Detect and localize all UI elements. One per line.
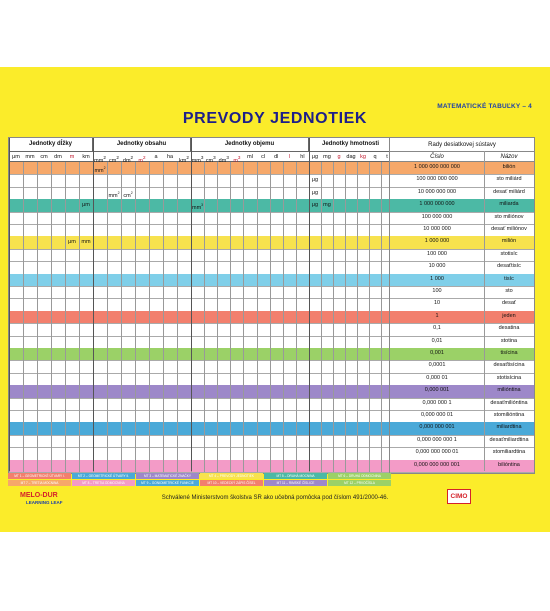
decimal-name: desaťmilióntina [490, 399, 528, 406]
legend-item: MT 1 – GEOMETRICKÉ ÚTVARY I. [8, 473, 71, 479]
decimal-row [390, 447, 534, 459]
decimal-number: 1 000 000 [424, 238, 450, 245]
column-divider [65, 162, 66, 472]
unit-header: μg [309, 151, 321, 162]
column-divider [217, 162, 218, 472]
group-header: Jednotky dĺžky [9, 138, 93, 151]
unit-header: dm [51, 151, 65, 162]
decimal-row [390, 162, 534, 174]
decimal-number: 0,000 000 01 [420, 412, 454, 418]
decimal-name: miliarda [499, 201, 519, 208]
decimal-name: tisícina [500, 350, 518, 356]
decimal-row [390, 261, 534, 273]
unit-header: dag [345, 151, 357, 162]
decimal-name: stotina [500, 337, 518, 344]
unit-header: $m^3$ [230, 151, 243, 162]
approval-text: Schválené Ministerstvom školstva SR ako učebná pomôcka pod číslom 491/2000-46. [161, 495, 389, 501]
unit-header: km [79, 151, 93, 162]
column-divider [23, 162, 24, 472]
unit-header: $m^2$ [135, 151, 149, 162]
decimal-name: stotisíc [500, 250, 518, 257]
decimal-number: 1 000 000 000 000 [414, 164, 460, 170]
decimal-row [390, 348, 534, 360]
group-divider [191, 138, 192, 471]
unit-cell: $mm^2$ [108, 190, 120, 199]
col-header-number: Číslo [430, 154, 444, 160]
column-divider [107, 162, 108, 472]
legend-item: MT 12 – PRVOČÍSLA [328, 480, 391, 486]
legend-item: MT 8 – TRETIA ODMOCNINA [72, 480, 135, 486]
unit-cell: μg [311, 177, 319, 184]
unit-header: $cm^2$ [107, 151, 121, 162]
decimal-row [390, 224, 534, 236]
unit-cell: μg [311, 189, 319, 196]
column-divider [283, 162, 284, 472]
decimal-name: jeden [502, 312, 516, 319]
row-divider [9, 373, 393, 374]
col-header-name: Názov [500, 154, 518, 160]
row-band [9, 274, 393, 286]
column-divider [296, 162, 297, 472]
decimal-row [390, 336, 534, 348]
publisher-logo-right: CIMO [447, 489, 471, 504]
legend-item: MT 11 – RIMSKÉ ČÍSLICE [264, 480, 327, 486]
decimal-number: 0,000 000 1 [422, 399, 452, 406]
unit-cell: μm [82, 201, 90, 208]
row-divider [9, 435, 393, 436]
decimal-row [390, 187, 534, 199]
row-divider [9, 360, 393, 361]
decimal-number: 10 [433, 300, 441, 307]
row-divider [9, 298, 393, 299]
decimal-name: stomilióntina [493, 412, 525, 418]
decimal-name: desaťtisícina [493, 362, 525, 369]
decimal-number: 100 000 000 000 [416, 176, 458, 183]
decimal-number: 100 000 [427, 250, 447, 257]
unit-header: $mm^2$ [93, 151, 107, 162]
column-divider [357, 162, 358, 472]
legend-item: MT 4 – PREVODY JEDNOTIEK [200, 473, 263, 479]
column-divider [230, 162, 231, 472]
decimal-name: sto miliónov [494, 213, 524, 220]
column-divider [257, 162, 258, 472]
decimal-number: 0,1 [433, 325, 441, 332]
row-band [9, 348, 393, 360]
decimal-row [390, 385, 534, 397]
decimal-name: miliardtina [496, 424, 522, 431]
column-divider [345, 162, 346, 472]
decimal-name: stomiliardtina [492, 449, 526, 456]
unit-header: q [369, 151, 381, 162]
decimal-col-headers [390, 151, 534, 162]
legend-item: MT 10 – VEDECKÝ ZÁPIS ČÍSEL [200, 480, 263, 486]
decimal-name: bilión [502, 164, 516, 170]
unit-header: t [381, 151, 393, 162]
group-header: Jednotky obsahu [93, 138, 191, 151]
decimal-row [390, 398, 534, 410]
decimal-name: tisíc [504, 275, 514, 282]
decimal-header: Rady desiatkovej sústavy [428, 142, 496, 148]
column-divider [243, 162, 244, 472]
decimal-row [390, 410, 534, 422]
decimal-name: desaťtisíc [497, 263, 521, 270]
row-divider [9, 398, 393, 399]
unit-cell: μm [68, 239, 76, 246]
group-divider [93, 138, 94, 471]
unit-header: ml [243, 151, 256, 162]
decimal-number: 0,000 000 000 1 [417, 436, 457, 443]
legend-item: MT 9 – GONIOMETRICKÉ FUNKCIE [136, 480, 199, 486]
decimal-number: 0,000 001 [424, 387, 450, 394]
legend-item: MT 3 – MATEMATICKÉ ZNAČKY [136, 473, 199, 479]
unit-cell: mg [323, 201, 331, 208]
row-divider [9, 174, 393, 175]
decimal-number: 1 [435, 312, 439, 319]
decimal-orders-table [389, 137, 535, 474]
decimal-row [390, 373, 534, 385]
unit-header: dl [270, 151, 283, 162]
column-divider [369, 162, 370, 472]
decimal-row [390, 174, 534, 186]
decimal-row [390, 460, 534, 472]
decimal-name: desať miliónov [491, 226, 527, 232]
series-legend [8, 473, 392, 486]
row-band [9, 311, 393, 323]
legend-item: MT 6 – DRUHÁ ODMOCNINA [328, 473, 391, 479]
decimal-row [390, 311, 534, 323]
column-divider [381, 162, 382, 472]
decimal-number: 0,01 [431, 337, 443, 344]
decimal-row [390, 249, 534, 261]
decimal-name: desatina [498, 325, 520, 332]
decimal-row [390, 435, 534, 447]
unit-header: $mm^3$ [191, 151, 204, 162]
row-divider [9, 323, 393, 324]
unit-header: a [149, 151, 163, 162]
row-divider [9, 410, 393, 411]
decimal-row [390, 199, 534, 211]
row-band [9, 162, 393, 174]
decimal-name: milión [501, 238, 517, 245]
decimal-row [390, 274, 534, 286]
row-divider [9, 187, 393, 188]
decimal-name: desaťmiliardtina [489, 436, 529, 443]
legend-item: MT 2 – GEOMETRICKÉ ÚTVARY II. [72, 473, 135, 479]
decimal-name: sto [505, 288, 513, 294]
decimal-row [390, 422, 534, 434]
decimal-name: sto miliárd [496, 176, 522, 183]
decimal-row [390, 236, 534, 248]
publisher-logo-left-sub: LEARNING LEAF [26, 500, 63, 505]
column-divider [270, 162, 271, 472]
column-divider [121, 162, 122, 472]
unit-header: kg [357, 151, 369, 162]
unit-header: cm [37, 151, 51, 162]
row-divider [9, 286, 393, 287]
column-divider [51, 162, 52, 472]
legend-item: MT 5 – DRUHÁ MOCNINA [264, 473, 327, 479]
decimal-number: 100 000 000 [421, 213, 453, 220]
decimal-number: 100 [432, 288, 442, 294]
column-divider [177, 162, 178, 472]
row-divider [9, 447, 393, 448]
unit-header: mm [23, 151, 37, 162]
decimal-name: desať miliárd [493, 188, 525, 195]
column-divider [149, 162, 150, 472]
unit-header: ha [163, 151, 177, 162]
decimal-number: 0,000 000 000 001 [414, 461, 460, 468]
group-header: Jednotky hmotnosti [309, 138, 393, 151]
decimal-number: 10 000 000 000 [417, 188, 457, 195]
decimal-row [390, 323, 534, 335]
column-divider [484, 151, 485, 471]
row-band [9, 385, 393, 397]
publisher-logo-left: MELO-DUR [20, 492, 58, 499]
decimal-row [390, 212, 534, 224]
row-divider [390, 472, 534, 473]
unit-header: cl [257, 151, 270, 162]
unit-cell: μg [311, 201, 319, 208]
legend-item: MT 7 – TRETIA MOCNINA [8, 480, 71, 486]
unit-header: $dm^3$ [217, 151, 230, 162]
decimal-name: stotisícina [496, 374, 522, 381]
row-divider [9, 224, 393, 225]
row-band [9, 460, 393, 472]
decimal-number: 1 000 000 000 [419, 201, 455, 208]
row-divider [9, 336, 393, 337]
decimal-row [390, 286, 534, 298]
decimal-number: 0,000 01 [426, 374, 448, 381]
decimal-row [390, 360, 534, 372]
unit-cell: $mm^2$ [94, 165, 106, 174]
unit-header: mg [321, 151, 333, 162]
group-divider [9, 138, 10, 471]
row-divider [9, 249, 393, 250]
decimal-number: 0,000 000 001 [419, 424, 455, 431]
decimal-number: 10 000 000 [423, 226, 451, 232]
column-divider [333, 162, 334, 472]
group-header: Jednotky objemu [191, 138, 309, 151]
unit-cell: mm [81, 239, 91, 246]
decimal-row [390, 298, 534, 310]
series-label: MATEMATICKÉ TABUĽKY – 4 [437, 103, 532, 110]
unit-cell: $cm^2$ [123, 190, 133, 199]
unit-header: μm [9, 151, 23, 162]
column-divider [37, 162, 38, 472]
unit-header: m [65, 151, 79, 162]
row-band [9, 422, 393, 434]
row-divider [9, 212, 393, 213]
unit-cell: $mm^3$ [191, 202, 204, 211]
column-divider [163, 162, 164, 472]
decimal-number: 1 000 [430, 275, 444, 282]
unit-header: $km^2$ [177, 151, 191, 162]
row-divider [9, 261, 393, 262]
decimal-number: 0,0001 [428, 362, 446, 369]
unit-header: g [333, 151, 345, 162]
unit-header: l [283, 151, 296, 162]
column-divider [135, 162, 136, 472]
unit-header: $cm^3$ [204, 151, 217, 162]
top-margin [0, 0, 550, 67]
decimal-number: 10 000 [428, 263, 446, 270]
column-divider [204, 162, 205, 472]
decimal-name: desať [502, 300, 516, 307]
page-title: PREVODY JEDNOTIEK [182, 110, 368, 127]
units-table [8, 137, 394, 474]
decimal-number: 0,000 000 000 01 [415, 449, 459, 456]
decimal-number: 0,001 [430, 350, 444, 356]
decimal-name: milióntina [497, 387, 521, 394]
decimal-name: bilióntina [498, 461, 520, 468]
unit-header: $dm^2$ [121, 151, 135, 162]
unit-header: hl [296, 151, 309, 162]
